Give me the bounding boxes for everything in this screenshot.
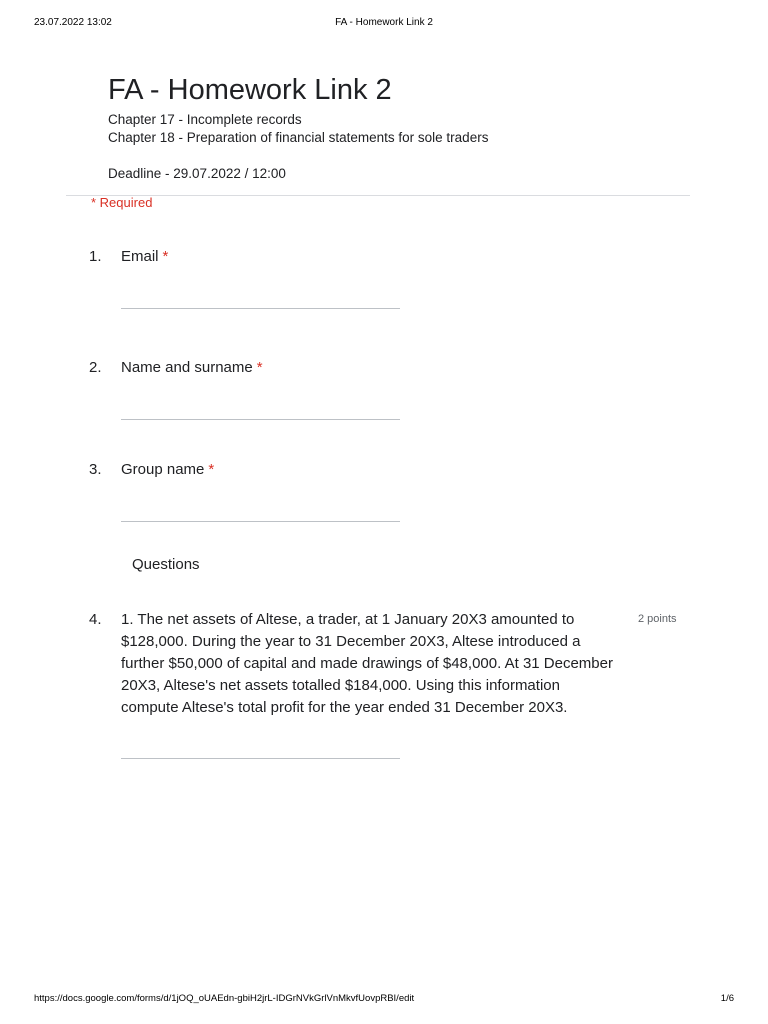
question-4-line: $128,000. During the year to 31 December 20X3, Altese introduced a <box>121 633 581 650</box>
question-4-line: further $50,000 of capital and made drawings of $48,000. At 31 December <box>121 655 613 672</box>
section-heading-questions: Questions <box>132 556 200 573</box>
group-name-field[interactable] <box>121 521 400 522</box>
print-url: https://docs.google.com/forms/d/1jOQ_oUAEdn-gbiH2jrL-IDGrNVkGrlVnMkvfUovpRBI/edit <box>34 993 415 1004</box>
print-footer <box>34 993 734 1007</box>
page-number: 1/6 <box>720 993 734 1004</box>
name-label-text: Name and surname <box>121 359 253 376</box>
question-number-name: 2. <box>89 359 102 376</box>
header-divider <box>66 195 690 196</box>
print-header <box>34 17 734 31</box>
print-title: FA - Homework Link 2 <box>335 17 433 28</box>
question-label-email <box>121 248 168 265</box>
question-label-name <box>121 359 263 376</box>
question-number-group: 3. <box>89 461 102 478</box>
group-label-text: Group name <box>121 461 205 478</box>
required-asterisk: * <box>162 248 169 265</box>
email-field[interactable] <box>121 308 400 309</box>
email-label-text: Email <box>121 248 159 265</box>
question-4-text <box>121 609 636 719</box>
form-deadline: Deadline - 29.07.2022 / 12:00 <box>108 166 286 181</box>
question-4-line: 1. The net assets of Altese, a trader, at 1 January 20X3 amounted to <box>121 611 575 628</box>
points-badge: 2 points <box>638 613 677 625</box>
question-4-line: compute Altese's total profit for the year ended 31 December 20X3. <box>121 699 568 716</box>
name-surname-field[interactable] <box>121 419 400 420</box>
print-datetime: 23.07.2022 13:02 <box>34 17 112 28</box>
form-description-chapter-17: Chapter 17 - Incomplete records <box>108 112 302 127</box>
question-label-group <box>121 461 214 478</box>
required-note: * Required <box>91 195 153 210</box>
question-4-answer-field[interactable] <box>121 758 400 759</box>
question-number-4: 4. <box>89 611 102 628</box>
question-4-line: 20X3, Altese's net assets totalled $184,000. Using this information <box>121 677 560 694</box>
question-number-email: 1. <box>89 248 102 265</box>
form-description-chapter-18: Chapter 18 - Preparation of financial statements for sole traders <box>108 130 489 145</box>
form-title: FA - Homework Link 2 <box>108 74 392 106</box>
required-asterisk: * <box>208 461 215 478</box>
required-asterisk: * <box>256 359 263 376</box>
